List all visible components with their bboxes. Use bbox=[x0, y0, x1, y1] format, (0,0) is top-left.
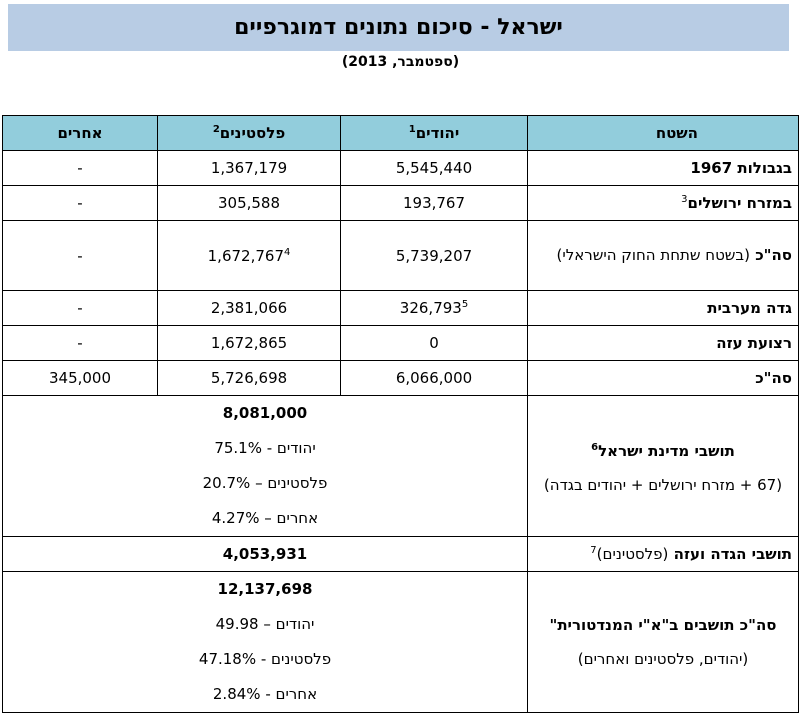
row-label bbox=[528, 221, 799, 291]
cell-others: - bbox=[3, 291, 158, 326]
row-label bbox=[528, 396, 799, 537]
footnote-mark: 6 bbox=[591, 441, 599, 453]
cell-jews bbox=[341, 291, 528, 326]
table-row-territories bbox=[3, 537, 799, 572]
table-row bbox=[3, 151, 799, 186]
residents-label bbox=[534, 431, 792, 468]
cell-others: 345,000 bbox=[3, 361, 158, 396]
table-row bbox=[3, 221, 799, 291]
territories-label: תושבי הגדה ועזה bbox=[673, 545, 792, 563]
header-jews bbox=[341, 116, 528, 151]
header-area: השטח bbox=[528, 116, 799, 151]
residents-palestinians: פלסטינים – 20.7% bbox=[202, 474, 328, 492]
page-title bbox=[8, 4, 789, 51]
residents-values bbox=[3, 396, 528, 537]
footnote-mark: 3 bbox=[681, 194, 688, 205]
demographics-table bbox=[2, 115, 799, 713]
cell-others: - bbox=[3, 326, 158, 361]
mandate-values bbox=[3, 572, 528, 713]
row-label: סה"כ bbox=[528, 361, 799, 396]
cell-jews: 193,767 bbox=[341, 186, 528, 221]
cell-palestinians: 5,726,698 bbox=[158, 361, 341, 396]
footnote-mark: 7 bbox=[590, 545, 597, 556]
cell-value: 1,672,767 bbox=[207, 246, 284, 265]
cell-jews: 5,545,440 bbox=[341, 151, 528, 186]
footnote-mark: 4 bbox=[283, 246, 291, 258]
header-palestinians bbox=[158, 116, 341, 151]
footnote-mark: 1 bbox=[408, 124, 416, 135]
header-others: אחרים bbox=[3, 116, 158, 151]
mandate-jews: יהודים – 49.98 bbox=[215, 615, 315, 633]
header-palestinians-label: פלסטינים bbox=[219, 124, 286, 142]
cell-others: - bbox=[3, 186, 158, 221]
residents-sublabel: (67 + מזרח ירושלים + יהודים בגדה) bbox=[543, 475, 783, 494]
cell-palestinians: 2,381,066 bbox=[158, 291, 341, 326]
table-row bbox=[3, 361, 799, 396]
mandate-total: 12,137,698 bbox=[217, 580, 313, 598]
mandate-others: אחרים - 2.84% bbox=[212, 685, 318, 703]
cell-others: - bbox=[3, 151, 158, 186]
residents-total: 8,081,000 bbox=[222, 404, 308, 422]
cell-palestinians: 1,672,865 bbox=[158, 326, 341, 361]
row-label: בגבולות 1967 bbox=[528, 151, 799, 186]
title-text: ישראל - סיכום נתונים דמוגרפיים bbox=[234, 15, 563, 40]
footnote-mark: 5 bbox=[461, 299, 469, 310]
cell-value: 326,793 bbox=[399, 299, 462, 317]
table-row-mandate bbox=[3, 572, 799, 713]
cell-jews: 6,066,000 bbox=[341, 361, 528, 396]
cell-palestinians bbox=[158, 221, 341, 291]
row-label: גדה מערבית bbox=[528, 291, 799, 326]
residents-label-text: תושבי מדינת ישראל bbox=[598, 441, 735, 460]
table-row bbox=[3, 291, 799, 326]
header-jews-label: יהודים bbox=[415, 124, 460, 142]
footnote-mark: 2 bbox=[212, 124, 220, 135]
table-row bbox=[3, 186, 799, 221]
mandate-sublabel: (יהודים, פלסטינים ואחרים) bbox=[577, 650, 749, 668]
row-label-normal: (בשטח שתחת החוק הישראלי) bbox=[556, 246, 750, 264]
mandate-label: סה"כ תושבים ב"א"י המנדטורית" bbox=[549, 616, 777, 634]
row-label bbox=[528, 572, 799, 713]
table-row bbox=[3, 326, 799, 361]
row-label bbox=[528, 186, 799, 221]
residents-others: אחרים – 4.27% bbox=[211, 509, 319, 527]
header-row bbox=[3, 116, 799, 151]
cell-jews: 0 bbox=[341, 326, 528, 361]
residents-jews: יהודים - 75.1% bbox=[214, 439, 316, 457]
table-row-residents bbox=[3, 396, 799, 537]
mandate-palestinians: פלסטינים - 47.18% bbox=[198, 650, 332, 668]
cell-others: - bbox=[3, 221, 158, 291]
row-label-text: במזרח ירושלים bbox=[687, 194, 792, 212]
row-label bbox=[528, 537, 799, 572]
territories-label-normal: (פלסטינים) bbox=[596, 545, 669, 563]
row-label-bold: סה"כ bbox=[755, 246, 792, 264]
page-subtitle: (ספטמבר, 2013) bbox=[341, 54, 460, 70]
cell-palestinians: 1,367,179 bbox=[158, 151, 341, 186]
cell-jews: 5,739,207 bbox=[341, 221, 528, 291]
territories-total: 4,053,931 bbox=[3, 537, 528, 572]
cell-palestinians: 305,588 bbox=[158, 186, 341, 221]
row-label: רצועת עזה bbox=[528, 326, 799, 361]
